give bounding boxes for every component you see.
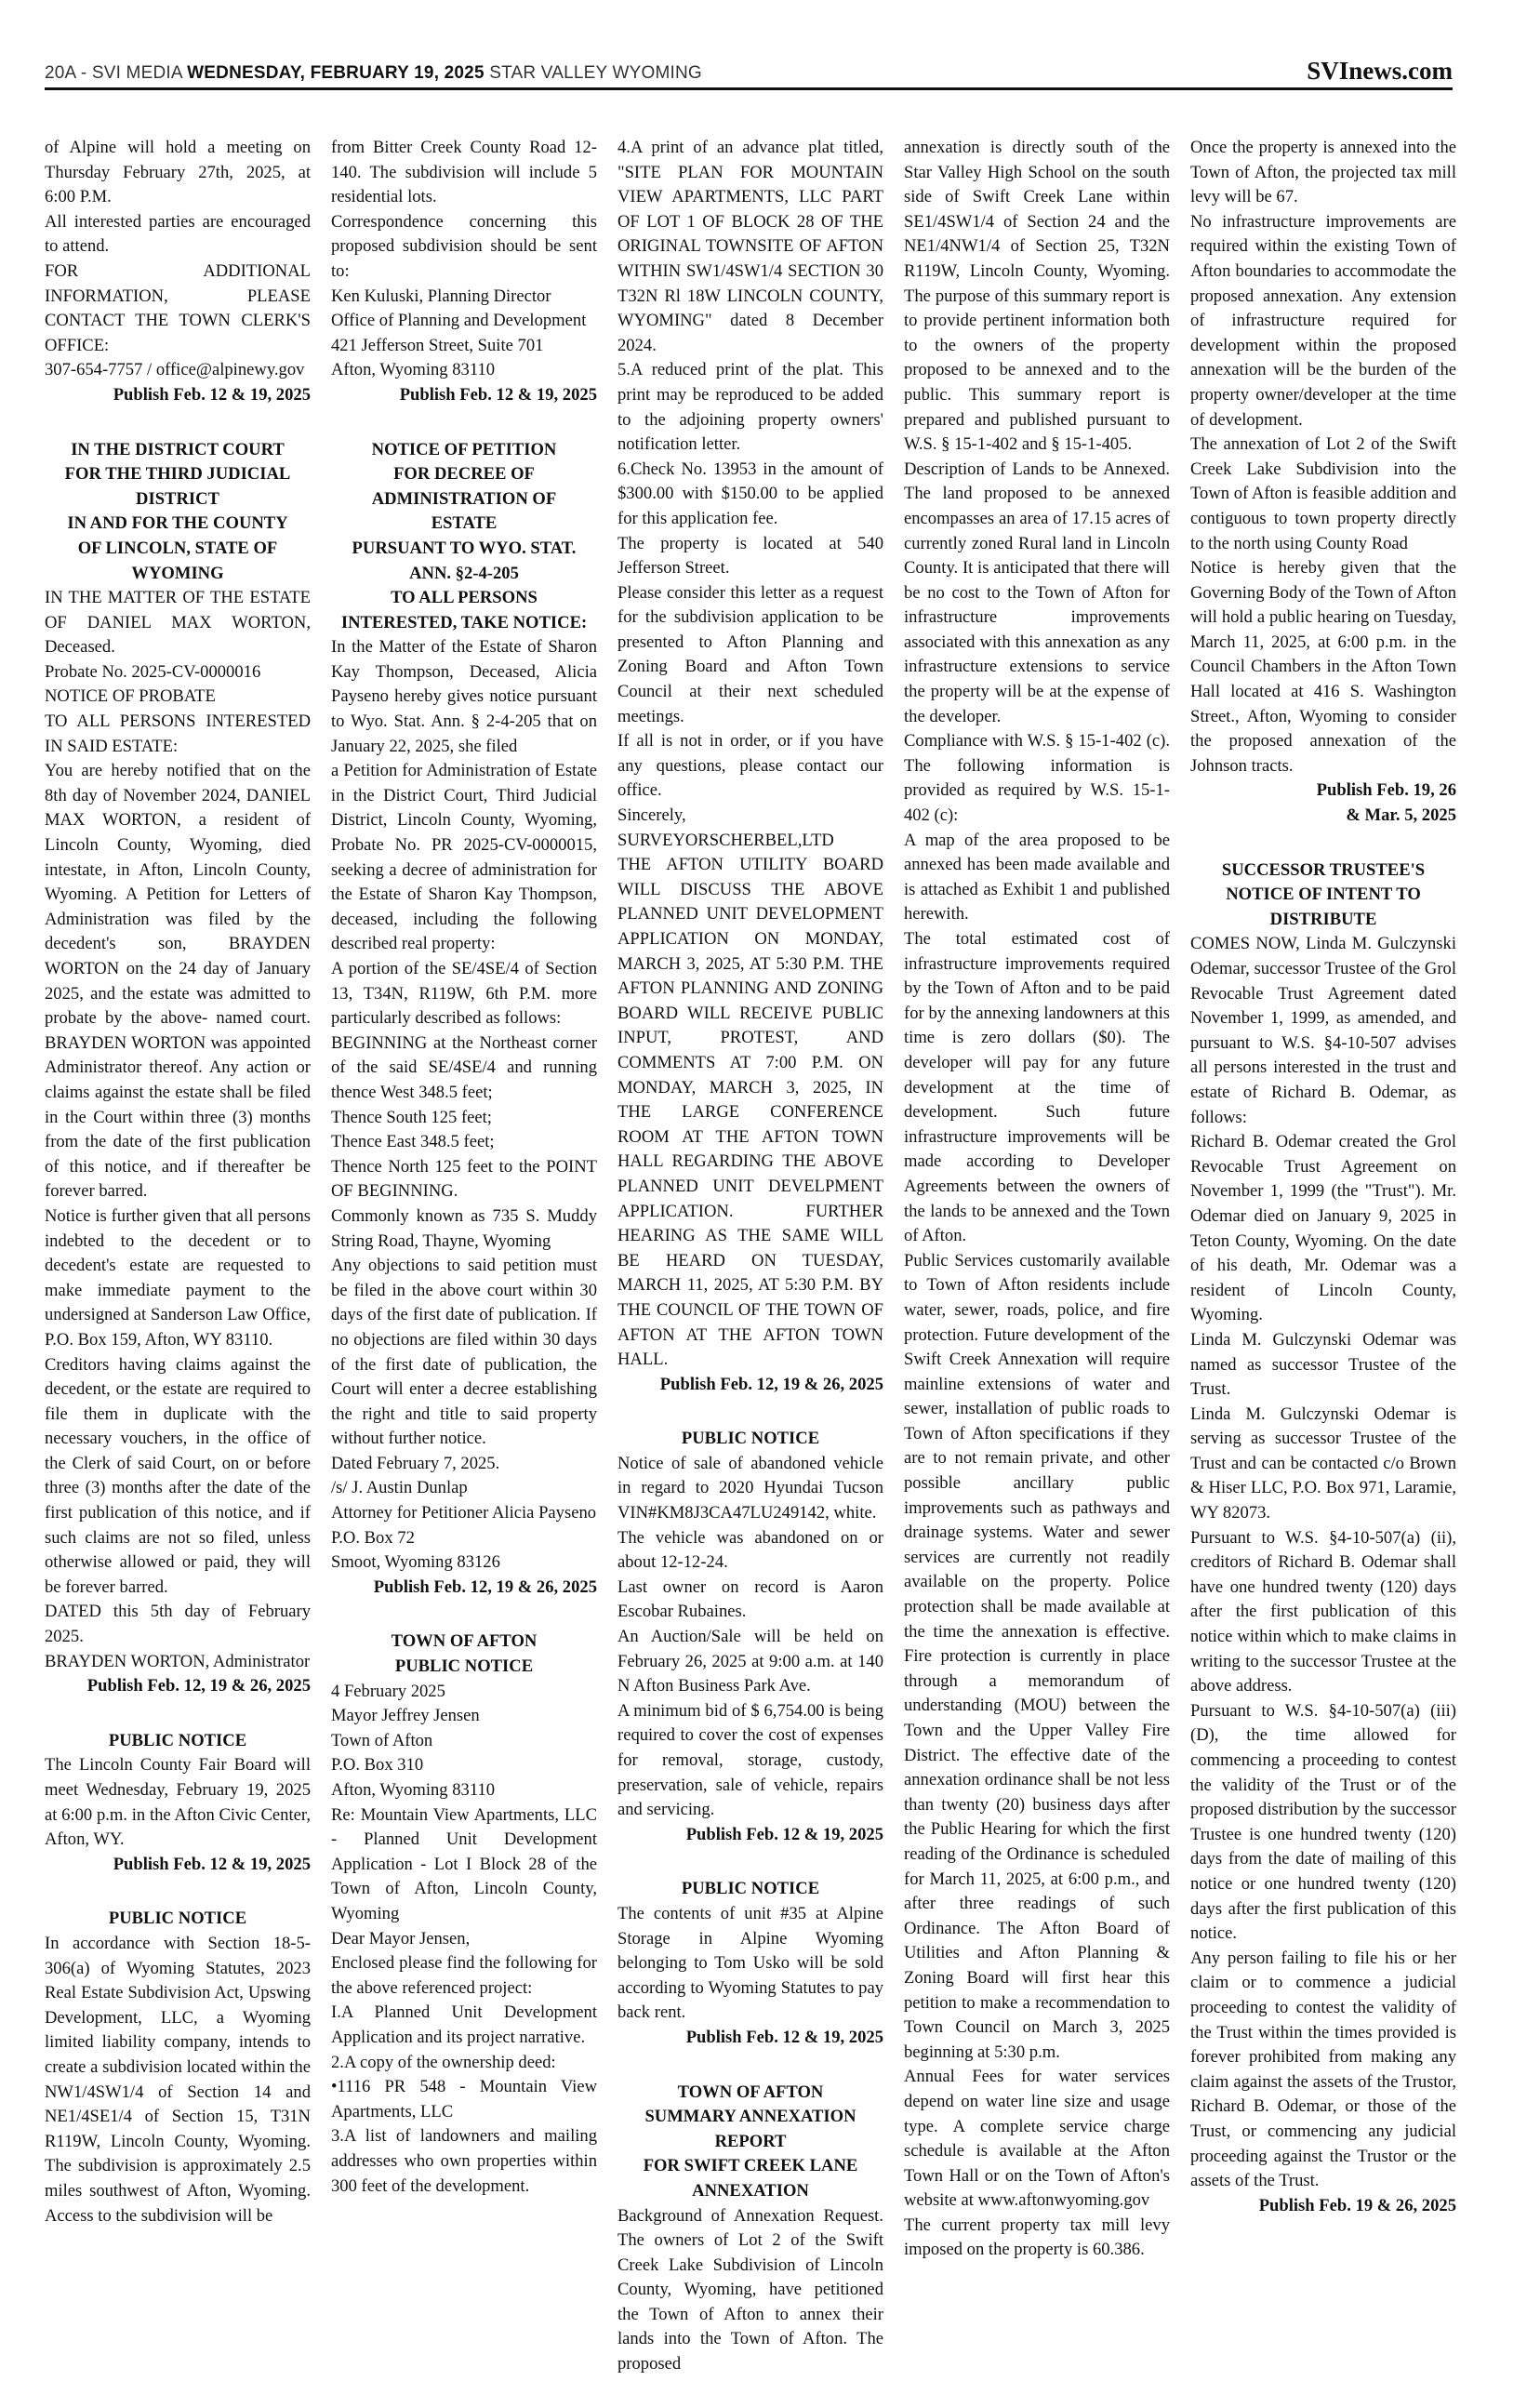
notice-paragraph: Commonly known as 735 S. Muddy String Road, Thayne, Wyoming xyxy=(331,1205,597,1251)
notice-heading-line: PUBLIC NOTICE xyxy=(681,1429,820,1449)
notice-paragraph: P.O. Box 72 xyxy=(331,1527,415,1548)
notice-paragraph: 6.Check No. 13953 in the amount of $300.00 with $150.00 to be applied for this application fee. xyxy=(617,459,883,528)
notice-paragraph: Correspondence concerning this proposed subdivision should be sent to: xyxy=(331,211,597,281)
notice-paragraph: If all is not in order, or if you have any questions, please contact our office. xyxy=(617,731,883,801)
notice-paragraph: •1116 PR 548 - Mountain View Apartments, LLC xyxy=(331,2077,597,2122)
header-folio xyxy=(45,63,702,87)
notice-paragraph: NOTICE OF PROBATE xyxy=(45,686,216,707)
notice-trustee-heading xyxy=(1190,858,1456,933)
publish-line: & Mar. 5, 2025 xyxy=(1346,805,1456,826)
notice-paragraph: Afton, Wyoming 83110 xyxy=(331,360,496,380)
notice-paragraph: Ken Kuluski, Planning Director xyxy=(331,286,551,306)
publish-line: Publish Feb. 19 & 26, 2025 xyxy=(1258,2195,1456,2215)
notice-paragraph: BEGINNING at the Northeast corner of the said SE/4SE/4 and running thence West 348.5 feet; xyxy=(331,1032,597,1102)
notice-paragraph: Creditors having claims against the decedent, or the estate are required to file them in duplicate with the necessary vouchers, in the office of the Clerk of said Court, on or before three (3) months after the date of the first publication of this notice, and if such claims are not so filed, unless otherwise allowed or paid, they will be forever barred. xyxy=(45,1354,311,1597)
site-name: SVInews.com xyxy=(1307,57,1453,85)
notice-paragraph: P.O. Box 310 xyxy=(331,1755,424,1776)
notice-paragraph: A map of the area proposed to be annexed has been made available and is attached as Exhibit 1 and published herewith. xyxy=(904,830,1170,924)
notice-vehicle-body xyxy=(617,1452,883,1823)
publish-line: Publish Feb. 12 & 19, 2025 xyxy=(113,384,311,405)
notice-paragraph: Dated February 7, 2025. xyxy=(331,1453,500,1473)
notice-alpine-meeting-body xyxy=(45,136,311,383)
notice-probate-heading xyxy=(45,438,311,587)
notice-paragraph: The current property tax mill levy imposed on the property is 60.386. xyxy=(904,2215,1170,2260)
notice-paragraph: An Auction/Sale will be held on February 26, 2025 at 9:00 a.m. at 140 N Afton Business Park Ave. xyxy=(617,1627,883,1696)
column-4 xyxy=(904,136,1170,2359)
notice-subdivision-body-cont xyxy=(331,136,597,383)
notice-heading-line: FOR SWIFT CREEK LANE xyxy=(643,2156,858,2176)
notice-vehicle-heading xyxy=(617,1427,883,1452)
notice-heading-line: NOTICE OF PETITION xyxy=(371,439,557,459)
notice-afton-pud-body-cont xyxy=(617,136,883,1373)
notice-paragraph: Description of Lands to be Annexed. The land proposed to be annexed encompasses an area of 17.15 acres of currently zoned Rural land in Lincoln County. It is anticipated that there will be no cost to the Town of Afton for infrastructure improvements associated with this annexation as any infrastructure extensions to service the property will be at the expense of the developer. xyxy=(904,459,1170,726)
notice-paragraph: Smoot, Wyoming 83126 xyxy=(331,1552,500,1573)
notice-subdivision-heading xyxy=(45,1907,311,1932)
notice-paragraph: 2.A copy of the ownership deed: xyxy=(331,2052,556,2072)
date-label: WEDNESDAY, FEBRUARY 19, 2025 xyxy=(187,63,485,83)
notice-probate-body xyxy=(45,586,311,1674)
notice-paragraph: of Alpine will hold a meeting on Thursday February 27th, 2025, at 6:00 P.M. xyxy=(45,138,311,207)
notice-annexation-heading xyxy=(617,2081,883,2204)
notice-heading-line: SUMMARY ANNEXATION xyxy=(644,2107,856,2127)
notice-heading-line: FOR THE THIRD JUDICIAL xyxy=(64,464,291,485)
notice-paragraph: Sincerely, xyxy=(617,805,686,826)
notice-paragraph: The total estimated cost of infrastructure improvements required by the Town of Afton and to be paid for by the annexing landowners at this time is zero dollars ($0). The developer will pay for any future development at the time of development. Such future infrastructure improvements will be made according to Developer Agreements between the owners of the lands to be annexed and the Town of Afton. xyxy=(904,929,1170,1246)
notice-paragraph: All interested parties are encouraged to attend. xyxy=(45,211,311,257)
page-label: 20A - SVI MEDIA xyxy=(45,63,182,83)
notice-paragraph: 421 Jefferson Street, Suite 701 xyxy=(331,335,544,355)
column-2 xyxy=(331,136,597,2359)
notice-heading-line: TO ALL PERSONS xyxy=(391,588,538,608)
notice-heading-line: TOWN OF AFTON xyxy=(677,2082,824,2102)
notice-heading-line: TOWN OF AFTON xyxy=(391,1631,538,1652)
notice-trustee-body xyxy=(1190,932,1456,2193)
notice-paragraph: The property is located at 540 Jefferson Street. xyxy=(617,533,883,579)
notice-paragraph: Any objections to said petition must be filed in the above court within 30 days of the first date of publication. If no objections are filed within 30 days of the first date of publication, the Court will enter a decree establishing the right and title to said property without further notice. xyxy=(331,1256,597,1449)
notice-paragraph: Attorney for Petitioner Alicia Payseno xyxy=(331,1503,597,1523)
notice-petition-heading xyxy=(331,438,597,636)
publish-line: Publish Feb. 12, 19 & 26, 2025 xyxy=(86,1676,311,1696)
notice-heading-line: REPORT xyxy=(714,2131,787,2151)
notice-paragraph: Enclosed please find the following for the above referenced project: xyxy=(331,1953,597,1998)
notice-paragraph: Richard B. Odemar created the Grol Revocable Trust Agreement on November 1, 1999 (the "Trust"). Mr. Odemar died on January 9, 2025 in Teton County, Wyoming. On the date of his death, Mr. Odemar was a resident of Lincoln County, Wyoming. xyxy=(1190,1132,1456,1325)
notice-paragraph: annexation is directly south of the Star Valley High School on the south side of Swift Creek Lane within SE1/4SW1/4 of Section 24 and the NE1/4NW1/4 of Section 25, T32N R119W, Lincoln County, Wyoming. The purpose of this summary report is to provide pertinent information both to the owners of the property proposed to be annexed and to the public. This summary report is prepared and published pursuant to W.S. § 15-1-402 and § 15-1-405. xyxy=(904,138,1170,455)
notice-paragraph: Linda M. Gulczynski Odemar is serving as successor Trustee of the Trust and can be contacted c/o Brown & Hiser LLC, P.O. Box 971, Laramie, WY 82073. xyxy=(1190,1403,1456,1523)
notice-heading-line: PUBLIC NOTICE xyxy=(108,1730,247,1750)
notice-paragraph: Probate No. 2025-CV-0000016 xyxy=(45,661,261,682)
notice-fair-board-heading xyxy=(45,1729,311,1754)
notice-paragraph: IN THE MATTER OF THE ESTATE OF DANIEL MAX WORTON, Deceased. xyxy=(45,588,311,658)
notice-paragraph: Afton, Wyoming 83110 xyxy=(331,1780,496,1800)
notice-paragraph: Thence North 125 feet to the POINT OF BEGINNING. xyxy=(331,1156,597,1202)
column-3 xyxy=(617,136,883,2374)
notice-paragraph: from Bitter Creek County Road 12-140. The subdivision will include 5 residential lots. xyxy=(331,138,597,207)
notice-heading-line: IN AND FOR THE COUNTY xyxy=(67,513,288,534)
notice-paragraph: Pursuant to W.S. §4-10-507(a) (iii)(D), the time allowed for commencing a proceeding to contest the validity of the Trust or of the proposed distribution by the successor Trustee is one hundred twenty (120) days from the date of mailing of this notice or one hundred twenty (120) days after the first publication of this notice. xyxy=(1190,1700,1456,1944)
column-1 xyxy=(45,136,311,2359)
notice-heading-line: NOTICE OF INTENT TO xyxy=(1226,885,1421,905)
notice-paragraph: 4.A print of an advance plat titled, "SITE PLAN FOR MOUNTAIN VIEW APARTMENTS, LLC PART OF LOT 1 OF BLOCK 28 OF THE ORIGINAL TOWNSITE OF AFTON WITHIN SW1/4SW1/4 SECTION 30 T32N Rl 18W LINCOLN COUNTY, WYOMING" dated 8 December 2024. xyxy=(617,138,883,355)
notice-heading-line: FOR DECREE OF xyxy=(393,464,535,485)
notice-paragraph: Re: Mountain View Apartments, LLC - Planned Unit Development Application - Lot I Block 28 of the Town of Afton, Lincoln County, Wyoming xyxy=(331,1804,597,1923)
notice-heading-line: INTERESTED, TAKE NOTICE: xyxy=(340,612,588,632)
notice-afton-pud-heading xyxy=(331,1629,597,1679)
notice-storage-heading xyxy=(617,1877,883,1902)
notice-paragraph: A portion of the SE/4SE/4 of Section 13, T34N, R119W, 6th P.M. more particularly described as follows: xyxy=(331,959,597,1029)
publish-line: Publish Feb. 12, 19 & 26, 2025 xyxy=(659,1374,883,1394)
notice-annexation-body-end xyxy=(1190,136,1456,778)
notice-paragraph: SURVEYORSCHERBEL,LTD xyxy=(617,830,834,850)
notice-heading-line: PUBLIC NOTICE xyxy=(108,1909,247,1929)
notice-heading-line: ESTATE xyxy=(431,513,498,534)
notice-paragraph: Any person failing to file his or her claim or to commence a judicial proceeding to contest the validity of the Trust within the times provided is forever prohibited from making any claim against the assets of the Trustor, Richard B. Odemar, or those of the Trust, or commencing any judicial proceeding against the Trustor or the assets of the Trust. xyxy=(1190,1948,1456,2191)
edition-label: STAR VALLEY WYOMING xyxy=(489,63,702,83)
notice-heading-line: PUBLIC NOTICE xyxy=(681,1879,820,1899)
notice-paragraph: Office of Planning and Development xyxy=(331,311,587,331)
notice-paragraph: Linda M. Gulczynski Odemar was named as successor Trustee of the Trust. xyxy=(1190,1329,1456,1400)
notice-fair-board-body xyxy=(45,1753,311,1852)
notice-paragraph: Dear Mayor Jensen, xyxy=(331,1928,471,1949)
notice-paragraph: Once the property is annexed into the Town of Afton, the projected tax mill levy will be 67. xyxy=(1190,138,1456,207)
notice-paragraph: The annexation of Lot 2 of the Swift Creek Lake Subdivision into the Town of Afton is feasible addition and contiguous to town property directly to the north using County Road xyxy=(1190,434,1456,553)
notices-columns xyxy=(45,136,1458,2374)
notice-heading-line: OF LINCOLN, STATE OF xyxy=(77,538,278,558)
notice-petition-body xyxy=(331,635,597,1576)
notice-paragraph: 5.A reduced print of the plat. This print may be reproduced to be added to the adjoining property owners' notification letter. xyxy=(617,360,883,455)
notice-paragraph: Notice is hereby given that the Governing Body of the Town of Afton will hold a public hearing on Tuesday, March 11, 2025, at 6:00 p.m. in the Council Chambers in the Afton Town Hall located at 416 S. Washington Street., Afton, Wyoming to consider the proposed annexation of the Johnson tracts. xyxy=(1190,558,1456,776)
notice-paragraph: Last owner on record is Aaron Escobar Rubaines. xyxy=(617,1576,883,1622)
notice-paragraph: BRAYDEN WORTON, Administrator xyxy=(45,1651,311,1671)
notice-paragraph: No infrastructure improvements are required within the existing Town of Afton boundaries to accommodate the proposed annexation. Any extension of infrastructure required for development within the proposed annexation will be the burden of the property owner/developer at the time of development. xyxy=(1190,211,1456,430)
notice-paragraph: Thence East 348.5 feet; xyxy=(331,1132,495,1152)
notice-paragraph: The vehicle was abandoned on or about 12-12-24. xyxy=(617,1527,883,1573)
page-header xyxy=(45,57,1453,90)
notice-paragraph: a Petition for Administration of Estate in the District Court, Third Judicial District, Lincoln County, Wyoming, Probate No. PR 2025-CV-0000015, seeking a decree of administration for the Estate of Sharon Kay Thompson, deceased, including the following described real property: xyxy=(331,761,597,954)
notice-paragraph: A minimum bid of $ 6,754.00 is being required to cover the cost of expenses for removal, storage, custody, preservation, sale of vehicle, repairs and servicing. xyxy=(617,1700,883,1820)
notice-paragraph: TO ALL PERSONS INTERESTED IN SAID ESTATE: xyxy=(45,712,311,756)
notice-paragraph: Annual Fees for water services depend on water line size and usage type. A complete service charge schedule is available at the Afton Town Hall or on the Town of Afton's website at www.aftonwyoming.gov xyxy=(904,2067,1170,2211)
notice-heading-line: IN THE DISTRICT COURT xyxy=(71,439,285,459)
notice-heading-line: ANNEXATION xyxy=(692,2180,809,2201)
notice-annexation-body-cont xyxy=(904,136,1170,2263)
notice-paragraph: COMES NOW, Linda M. Gulczynski Odemar, successor Trustee of the Grol Revocable Trust Agreement dated November 1, 1999, as amended, and pursuant to W.S. §4-10-507 advises all persons interested in the trust and estate of Richard B. Odemar, as follows: xyxy=(1190,934,1456,1127)
notice-annexation-body xyxy=(617,2204,883,2377)
notice-heading-line: ANN. §2-4-205 xyxy=(409,563,519,583)
notice-paragraph: Please consider this letter as a request for the subdivision application to be presented to Afton Planning and Zoning Board and Afton Town Council at their next scheduled meetings. xyxy=(617,582,883,726)
notice-paragraph: Notice is further given that all persons indebted to the decedent or to decedent's estate are requested to make immediate payment to the undersigned at Sanderson Law Office, P.O. Box 159, Afton, WY 83110. xyxy=(45,1205,311,1350)
notice-subdivision-body xyxy=(45,1932,311,2228)
notice-paragraph: Notice of sale of abandoned vehicle in regard to 2020 Hyundai Tucson VIN#KM8J3CA47LU249142, white. xyxy=(617,1453,883,1523)
publish-line: Publish Feb. 12, 19 & 26, 2025 xyxy=(373,1576,597,1597)
notice-heading-line: PUBLIC NOTICE xyxy=(394,1656,534,1677)
notice-paragraph: The Lincoln County Fair Board will meet Wednesday, February 19, 2025 at 6:00 p.m. in the Afton Civic Center, Afton, WY. xyxy=(45,1755,311,1850)
notice-afton-pud-body xyxy=(331,1680,597,2199)
notice-heading-line: DISTRICT xyxy=(136,488,219,509)
notice-paragraph: The contents of unit #35 at Alpine Storage in Alpine Wyoming belonging to Tom Usko will be sold according to Wyoming Statutes to pay back rent. xyxy=(617,1903,883,2023)
publish-line: Publish Feb. 12 & 19, 2025 xyxy=(685,2027,883,2047)
notice-heading-line: WYOMING xyxy=(131,563,224,583)
notice-heading-line: PURSUANT TO WYO. STAT. xyxy=(352,538,577,558)
notice-paragraph: 3.A list of landowners and mailing addresses who own properties within 300 feet of the development. xyxy=(331,2126,597,2196)
notice-heading-line: DISTRIBUTE xyxy=(1269,909,1377,929)
notice-paragraph: FOR ADDITIONAL INFORMATION, PLEASE CONTACT THE TOWN CLERK'S OFFICE: xyxy=(45,260,311,355)
notice-storage-body xyxy=(617,1902,883,2026)
column-5 xyxy=(1190,136,1456,2359)
notice-paragraph: You are hereby notified that on the 8th day of November 2024, DANIEL MAX WORTON, a resident of Lincoln County, Wyoming, died intestate, in Afton, Lincoln County, Wyoming. A Petition for Letters of Administration was filed by the decedent's son, BRAYDEN WORTON on the 24 day of January 2025, and the estate was admitted to probate by the above- named court. BRAYDEN WORTON was appointed Administrator thereof. Any action or claims against the estate shall be filed in the Court within three (3) months from the date of the first publication of this notice, and if thereafter be forever barred. xyxy=(45,761,311,1202)
notice-paragraph: DATED this 5th day of February 2025. xyxy=(45,1602,311,1647)
notice-heading-line: ADMINISTRATION OF xyxy=(371,488,557,509)
notice-paragraph: THE AFTON UTILITY BOARD WILL DISCUSS THE ABOVE PLANNED UNIT DEVELOPMENT APPLICATION ON MONDAY, MARCH 3, 2025, AT 5:30 P.M. THE AFTON PLANNING AND ZONING BOARD WILL RECEIVE PUBLIC INPUT, PROTEST, AND COMMENTS AT 7:00 P.M. ON MONDAY, MARCH 3, 2025, IN THE LARGE CONFERENCE ROOM AT THE AFTON TOWN HALL REGARDING THE ABOVE PLANNED UNIT DEVELPMENT APPLICATION. FURTHER HEARING AS THE SAME WILL BE HEARD ON TUESDAY, MARCH 11, 2025, AT 5:30 P.M. BY THE COUNCIL OF THE TOWN OF AFTON AT THE AFTON TOWN HALL. xyxy=(617,855,883,1370)
notice-paragraph: Public Services customarily available to Town of Afton residents include water, sewer, roads, police, and fire protection. Future development of the Swift Creek Annexation will require mainline extensions of water and sewer, installation of public roads to Town of Afton specifications if they are to not remain private, and other possible ancillary public improvements such as pathways and drainage systems. Water and sewer services are currently not readily available on the property. Police protection shall be made available at the time the annexation is effective. Fire protection is currently in place through a memorandum of understanding (MOU) between the Town and the Upper Valley Fire District. The effective date of the annexation ordinance shall be not less than twenty (20) business days after the Public Hearing for which the first reading of the Ordinance is scheduled for March 11, 2025, at 6:00 p.m., and after three readings of such Ordinance. The Afton Board of Utilities and Afton Planning & Zoning Board will first hear this petition to make a recommendation to Town Council on March 3, 2025 beginning at 5:30 p.m. xyxy=(904,1250,1170,2062)
notice-heading-line: SUCCESSOR TRUSTEE'S xyxy=(1221,859,1426,880)
notice-paragraph: Pursuant to W.S. §4-10-507(a) (ii), creditors of Richard B. Odemar shall have one hundred twenty (120) days after the first publication of this notice within which to make claims in writing to the successor Trustee at the above address. xyxy=(1190,1527,1456,1696)
publish-line: Publish Feb. 12 & 19, 2025 xyxy=(399,384,597,405)
notice-paragraph: Thence South 125 feet; xyxy=(331,1107,492,1127)
notice-paragraph: Background of Annexation Request. The owners of Lot 2 of the Swift Creek Lake Subdivision of Lincoln County, Wyoming, have petitioned the Town of Afton to annex their lands into the Town of Afton. The proposed xyxy=(617,2205,883,2374)
notice-paragraph: 307-654-7757 / office@alpinewy.gov xyxy=(45,360,305,380)
notice-paragraph: Compliance with W.S. § 15-1-402 (c). The following information is provided as required by W.S. 15-1-402 (c): xyxy=(904,731,1170,826)
notice-paragraph: Mayor Jeffrey Jensen xyxy=(331,1706,480,1726)
notice-paragraph: I.A Planned Unit Development Application and its project narrative. xyxy=(331,2002,597,2047)
notice-paragraph: In the Matter of the Estate of Sharon Kay Thompson, Deceased, Alicia Payseno hereby gives notice pursuant to Wyo. Stat. Ann. § 2-4-205 that on January 22, 2025, she filed xyxy=(331,637,597,756)
notice-paragraph: In accordance with Section 18-5-306(a) of Wyoming Statutes, 2023 Real Estate Subdivision Act, Upswing Development, LLC, a Wyoming limited liability company, intends to create a subdivision located within the NW1/4SW1/4 of Section 14 and NE1/4SE1/4 of Section 15, T31N R119W, Lincoln County, Wyoming. The subdivision is approximately 2.5 miles southwest of Afton, Wyoming. Access to the subdivision will be xyxy=(45,1933,311,2226)
notice-paragraph: Town of Afton xyxy=(331,1730,433,1750)
publish-line: Publish Feb. 12 & 19, 2025 xyxy=(113,1854,311,1874)
publish-line: Publish Feb. 19, 26 xyxy=(1316,780,1456,801)
publish-line: Publish Feb. 12 & 19, 2025 xyxy=(685,1824,883,1844)
notice-paragraph: 4 February 2025 xyxy=(331,1681,445,1701)
notice-paragraph: /s/ J. Austin Dunlap xyxy=(331,1478,468,1498)
